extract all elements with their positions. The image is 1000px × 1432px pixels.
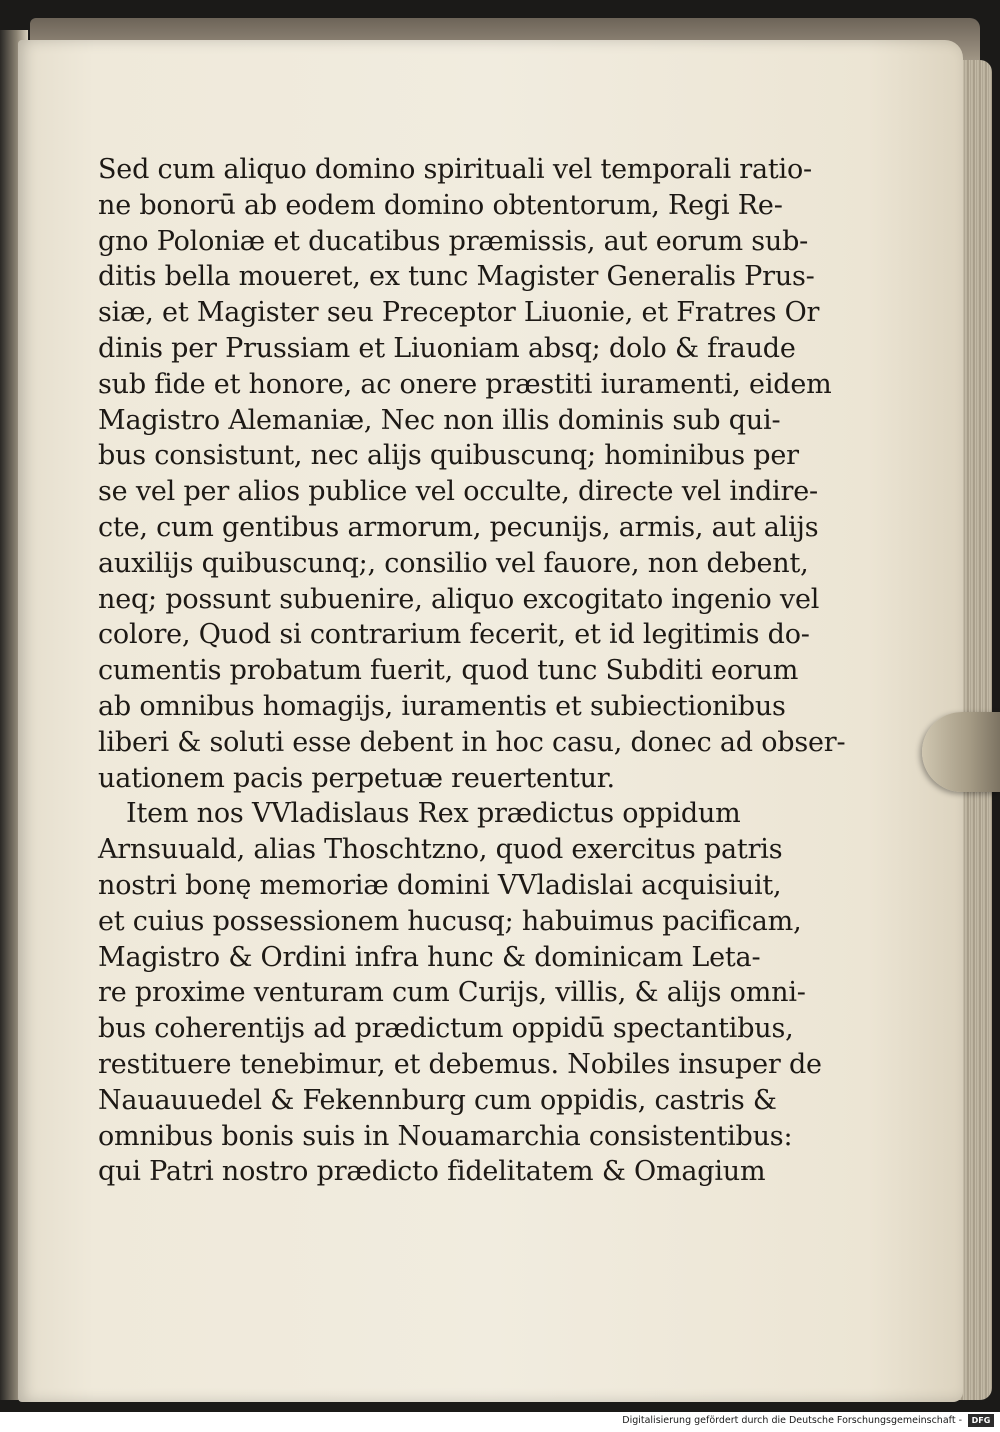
text-line: cte, cum gentibus armorum, pecunijs, armis, aut alijs [98,511,819,543]
text-line: se vel per alios publice vel occulte, directe vel indire‑ [98,476,818,508]
page-tab-marker [922,712,1000,792]
body-text [98,152,846,1190]
text-line: siæ, et Magister seu Preceptor Liuonie, et Fratres Or [98,297,820,329]
text-line: ab omnibus homagijs, iuramentis et subiectionibus [98,690,786,722]
text-line: ditis bella moueret, ex tunc Magister Generalis Prus‑ [98,261,815,293]
text-line: restituere tenebimur, et debemus. Nobiles insuper de [98,1048,822,1080]
text-line: bus consistunt, nec alijs quibuscunq; hominibus per [98,440,799,472]
text-line: re proxime venturam cum Curijs, villis, & alijs omni‑ [98,977,806,1009]
text-line: gno Poloniæ et ducatibus præmissis, aut eorum sub‑ [98,225,809,257]
text-line: bus coherentijs ad prædictum oppidū spectantibus, [98,1013,794,1045]
text-line: nostri bonę memoriæ domini VVladislai acquisiuit, [98,869,782,901]
text-line: qui Patri nostro prædicto fidelitatem & Omagium [98,1156,766,1188]
text-line: omnibus bonis suis in Nouamarchia consistentibus: [98,1120,793,1152]
text-line: Magistro Alemaniæ, Nec non illis dominis sub qui‑ [98,404,781,436]
text-line: sub fide et honore, ac onere præstiti iuramenti, eidem [98,368,832,400]
text-line: Nauauuedel & Fekennburg cum oppidis, castris & [98,1084,777,1116]
text-line: uationem pacis perpetuæ reuertentur. [98,762,615,794]
text-line: dinis per Prussiam et Liuoniam absq; dolo & fraude [98,332,796,364]
digitization-footer [0,1412,1000,1432]
paragraph-start-line: Item nos VVladislaus Rex prædictus oppidum [126,798,741,830]
text-line: auxilijs quibuscunq;, consilio vel fauore, non debent, [98,547,809,579]
text-line: liberi & soluti esse debent in hoc casu, donec ad obser‑ [98,726,846,758]
text-line: ne bonorū ab eodem domino obtentorum, Regi Re‑ [98,189,783,221]
text-line: Magistro & Ordini infra hunc & dominicam Leta‑ [98,941,761,973]
text-line: et cuius possessionem hucusq; habuimus pacificam, [98,905,802,937]
text-line: neq; possunt subuenire, aliquo excogitato ingenio vel [98,583,820,615]
text-line: Arnsuuald, alias Thoschtzno, quod exercitus patris [98,834,783,866]
text-line: colore, Quod si contrarium fecerit, et id legitimis do‑ [98,619,810,651]
dfg-logo: DFG [968,1414,994,1427]
text-line: cumentis probatum fuerit, quod tunc Subditi eorum [98,655,799,687]
funding-credit: Digitalisierung gefördert durch die Deutsche Forschungsgemeinschaft - [622,1415,962,1426]
text-line: Sed cum aliquo domino spirituali vel temporali ratio‑ [98,154,812,185]
